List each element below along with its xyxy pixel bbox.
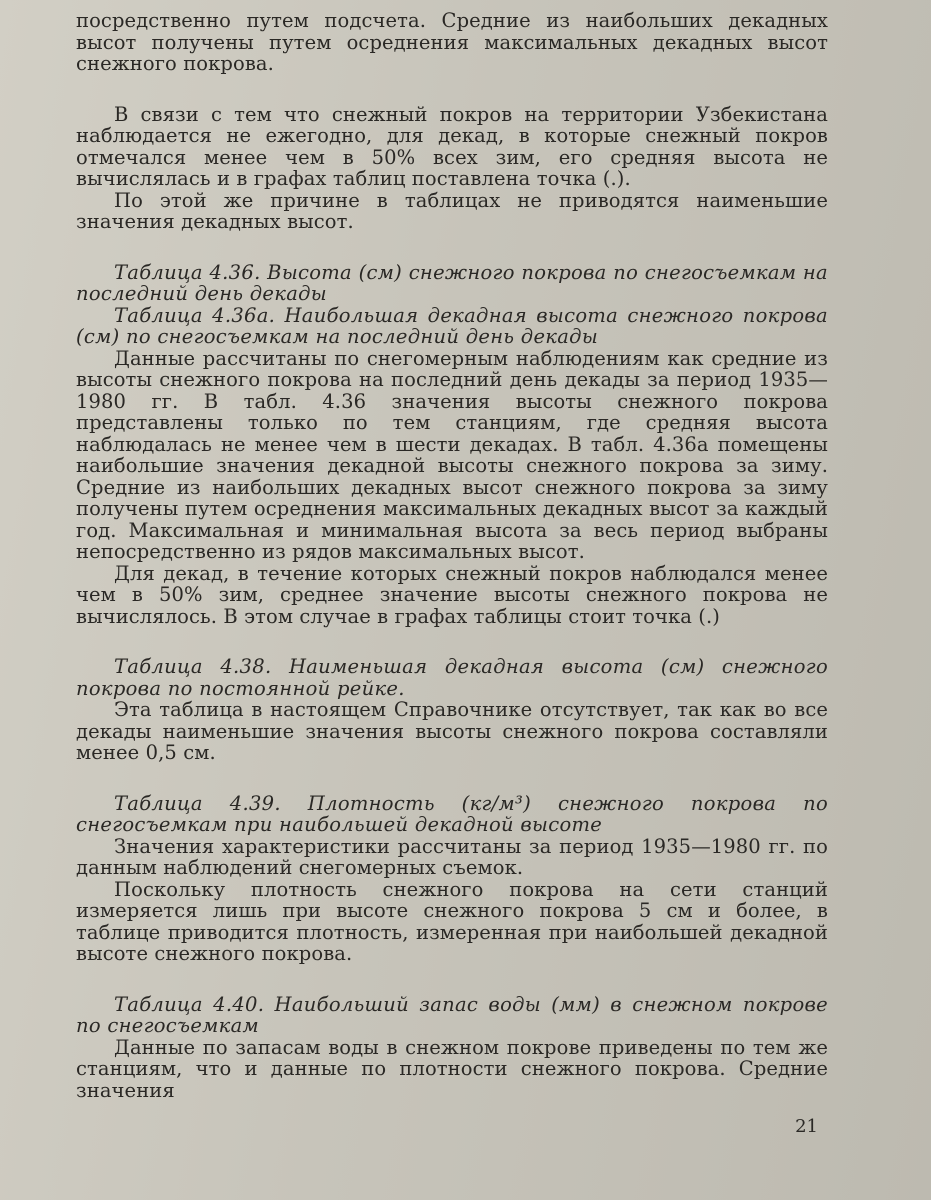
page-number: 21 bbox=[795, 1116, 818, 1137]
table-caption: Таблица 4.38. Наименьшая декадная высота (см) снежного покрова по постоянной рейке. bbox=[76, 655, 828, 700]
table-caption: Таблица 4.36а. Наибольшая декадная высота снежного покрова (см) по снегосъемкам на последний день декады bbox=[76, 303, 828, 348]
paragraph: Значения характеристики рассчитаны за период 1935—1980 гг. по данным наблюдений снегомерных съемок. bbox=[76, 834, 828, 879]
paragraph: Эта таблица в настоящем Справочнике отсутствует, так как во все декады наименьшие значения высоты снежного покрова составляли менее 0,5 см. bbox=[76, 698, 828, 764]
spacer bbox=[76, 965, 828, 994]
paragraph: Для декад, в течение которых снежный покров наблюдался менее чем в 50% зим, среднее значение высоты снежного покрова не вычислялось. В этом случае в графах таблицы стоит точка (.) bbox=[76, 561, 828, 628]
paragraph: Данные рассчитаны по снегомерным наблюдениям как средние из высоты снежного покрова на последний день декады за период 1935—1980 гг. В табл. 4.36 значения высоты снежного покрова представлены только по тем станциям, где средняя высота наблюдалась не менее чем в шести декадах. В табл. 4.36а помещены наибольшие значения декадной высоты снежного покрова за зиму. Средние из наибольших декадных высот снежного покрова за зиму получены путем осреднения максимальных декадных высот за каждый год. Максимальная и минимальная высота за весь период выбраны непосредственно из рядов максимальных высот. bbox=[76, 346, 828, 563]
spacer bbox=[76, 75, 828, 104]
paragraph: посредственно путем подсчета. Средние из наибольших декадных высот получены путем осреднения максимальных декадных высот снежного покрова. bbox=[76, 9, 828, 75]
table-caption: Таблица 4.40. Наибольший запас воды (мм) в снежном покрове по снегосъемкам bbox=[76, 992, 828, 1037]
document-page bbox=[76, 10, 828, 1190]
spacer bbox=[76, 627, 828, 656]
paragraph: Данные по запасам воды в снежном покрове приведены по тем же станциям, что и данные по плотности снежного покрова. Средние значения bbox=[76, 1035, 828, 1102]
paragraph: В связи с тем что снежный покров на территории Узбекистана наблюдается не ежегодно, для декад, в которые снежный покров отмечался менее чем в 50% всех зим, его средняя высота не вычислялась и в графах таблиц поставлена точка (.). bbox=[76, 102, 828, 190]
paragraph: По этой же причине в таблицах не приводятся наименьшие значения декадных высот. bbox=[76, 188, 828, 233]
page-content bbox=[76, 10, 828, 1101]
spacer bbox=[76, 233, 828, 262]
table-caption: Таблица 4.36. Высота (см) снежного покрова по снегосъемкам на последний день декады bbox=[76, 260, 828, 305]
spacer bbox=[76, 764, 828, 793]
table-caption: Таблица 4.39. Плотность (кг/м³) снежного покрова по снегосъемкам при наибольшей декадной высоте bbox=[76, 791, 828, 836]
paragraph: Поскольку плотность снежного покрова на сети станций измеряется лишь при высоте снежного покрова 5 см и более, в таблице приводится плотность, измеренная при наибольшей декадной высоте снежного покрова. bbox=[76, 877, 828, 965]
